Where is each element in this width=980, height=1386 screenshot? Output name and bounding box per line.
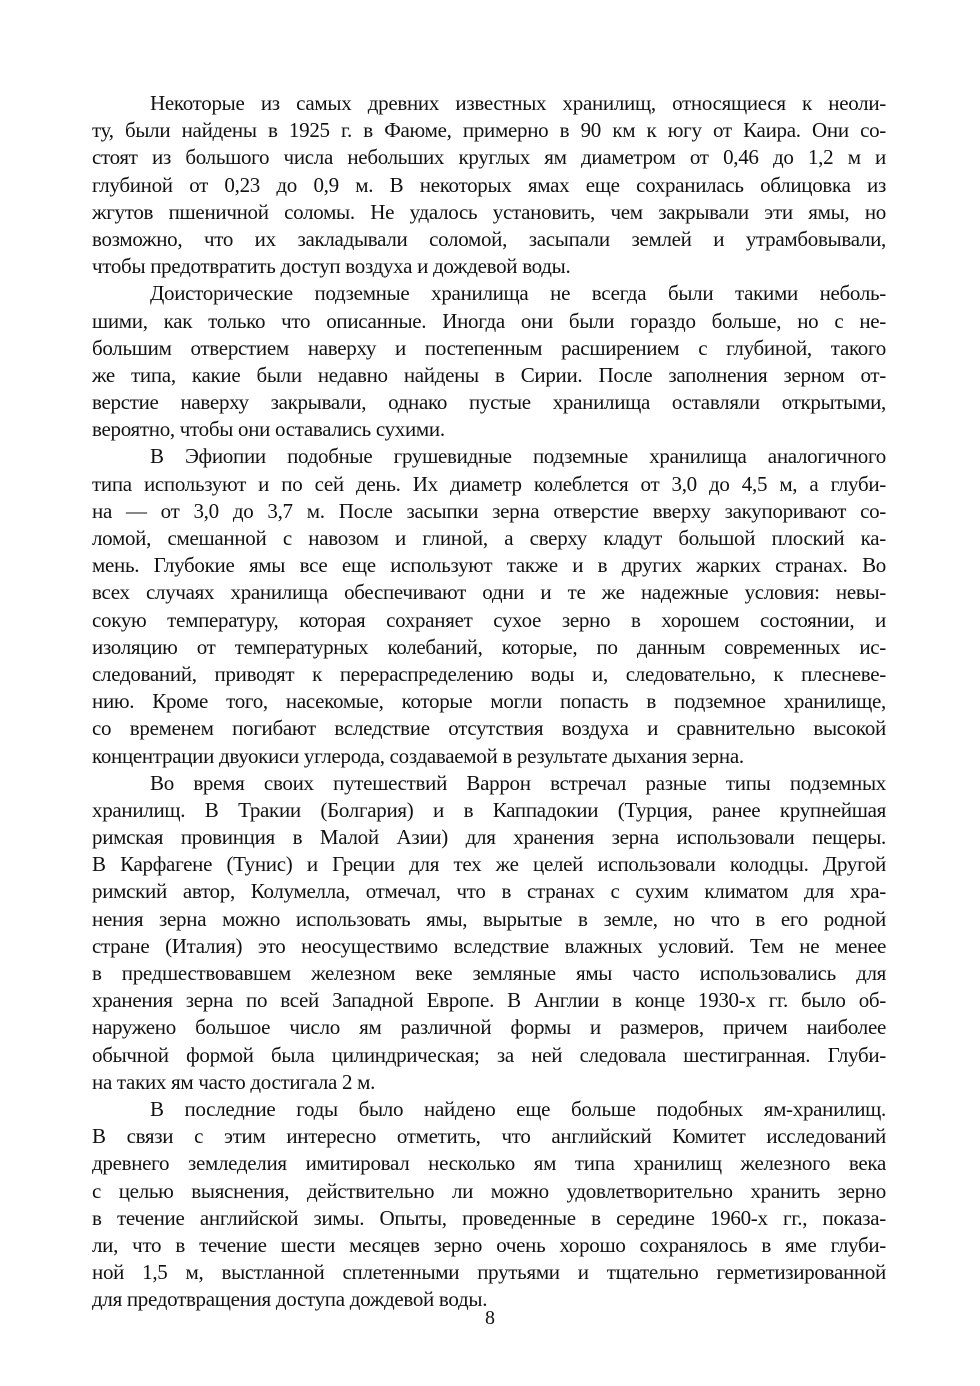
paragraph bbox=[92, 770, 886, 1096]
text-line: Во время своих путешествий Варрон встречал разные типы подземных bbox=[150, 770, 886, 795]
text-line: В Эфиопии подобные грушевидные подземные хранилища аналогичного bbox=[150, 444, 886, 469]
text-line: же типа, какие были недавно найдены в Сирии. После заполнения зерном от- bbox=[92, 362, 886, 387]
text-line: ту, были найдены в 1925 г. в Фаюме, примерно в 90 км к югу от Каира. Они со- bbox=[92, 118, 886, 143]
text-line: нения зерна можно использовать ямы, вырытые в земле, но что в его родной bbox=[92, 906, 886, 931]
text-line: на — от 3,0 до 3,7 м. После засыпки зерна отверстие вверху закупоривают со- bbox=[92, 498, 886, 523]
text-line: возможно, что их закладывали соломой, засыпали землей и утрамбовывали, bbox=[92, 226, 886, 251]
text-line: древнего земледелия имитировал несколько ям типа хранилищ железного века bbox=[92, 1151, 886, 1176]
text-line: сокую температуру, которая сохраняет сухое зерно в хорошем состоянии, и bbox=[92, 607, 886, 632]
text-line: шими, как только что описанные. Иногда они были гораздо больше, но с не- bbox=[92, 308, 886, 333]
text-line: стоят из большого числа небольших круглых ям диаметром от 0,46 до 1,2 м и bbox=[92, 145, 886, 170]
text-line: Некоторые из самых древних известных хранилищ, относящиеся к неоли- bbox=[150, 91, 886, 115]
text-line: большим отверстием наверху и постепенным расширением с глубиной, такого bbox=[92, 335, 886, 360]
text-line: В последние годы было найдено еще больше подобных ям-хранилищ. bbox=[150, 1096, 886, 1121]
text-line: В связи с этим интересно отметить, что английский Комитет исследований bbox=[92, 1124, 886, 1149]
text-line: ломой, смешанной с навозом и глиной, а сверху кладут большой плоский ка- bbox=[92, 526, 886, 550]
text-line: стране (Италия) это неосуществимо вследствие влажных условий. Тем не менее bbox=[92, 933, 886, 958]
page-number: 8 bbox=[485, 1307, 495, 1329]
text-line: верстие наверху закрывали, однако пустые хранилища оставляли открытыми, bbox=[92, 390, 886, 415]
body-text bbox=[92, 90, 886, 1313]
text-line: нию. Кроме того, насекомые, которые могли попасть в подземное хранилище, bbox=[92, 689, 886, 714]
text-line: Доисторические подземные хранилища не всегда были такими неболь- bbox=[150, 281, 886, 306]
text-line: ной 1,5 м, выстланной сплетенными прутьями и тщательно герметизированной bbox=[92, 1260, 886, 1285]
text-line: вероятно, чтобы они оставались сухими. bbox=[92, 417, 445, 442]
text-line: типа используют и по сей день. Их диаметр колеблется от 3,0 до 4,5 м, а глуби- bbox=[92, 471, 886, 496]
text-line: жгутов пшеничной соломы. Не удалось установить, чем закрывали эти ямы, но bbox=[92, 199, 886, 224]
paragraph bbox=[92, 280, 886, 443]
text-line: В Карфагене (Тунис) и Греции для тех же целей использовали колодцы. Другой bbox=[92, 852, 886, 877]
text-line: ли, что в течение шести месяцев зерно очень хорошо сохранялось в яме глуби- bbox=[92, 1232, 886, 1257]
text-line: мень. Глубокие ямы все еще используют также и в других жарких странах. Во bbox=[92, 553, 886, 578]
text-line: в предшествовавшем железном веке земляные ямы часто использовались для bbox=[92, 961, 886, 985]
paragraph bbox=[92, 1096, 886, 1314]
text-line: на таких ям часто достигала 2 м. bbox=[92, 1069, 376, 1094]
text-line: для предотвращения доступа дождевой воды. bbox=[92, 1287, 488, 1312]
text-line: чтобы предотвратить доступ воздуха и дождевой воды. bbox=[92, 254, 571, 279]
text-line: концентрации двуокиси углерода, создаваемой в результате дыхания зерна. bbox=[92, 743, 744, 768]
paragraph bbox=[92, 90, 886, 280]
text-line: обычной формой была цилиндрическая; за ней следовала шестигранная. Глуби- bbox=[92, 1042, 886, 1067]
text-line: следований, приводят к перераспределению воды и, следовательно, к плесневе- bbox=[92, 661, 886, 686]
text-line: хранения зерна по всей Западной Европе. В Англии в конце 1930-х гг. было об- bbox=[92, 988, 886, 1013]
text-line: с целью выяснения, действительно ли можно удовлетворительно хранить зерно bbox=[92, 1178, 886, 1203]
text-line: всех случаях хранилища обеспечивают одни и те же надежные условия: невы- bbox=[92, 580, 886, 605]
text-line: со временем погибают вследствие отсутствия воздуха и сравнительно высокой bbox=[92, 716, 886, 741]
text-line: изоляцию от температурных колебаний, которые, по данным современных ис- bbox=[92, 634, 886, 659]
text-line: в течение английской зимы. Опыты, проведенные в середине 1960-х гг., показа- bbox=[92, 1205, 886, 1230]
text-line: римская провинция в Малой Азии) для хранения зерна использовали пещеры. bbox=[92, 825, 886, 850]
text-line: наружено большое число ям различной формы и размеров, причем наиболее bbox=[92, 1015, 886, 1040]
text-line: римский автор, Колумелла, отмечал, что в странах с сухим климатом для хра- bbox=[92, 879, 886, 904]
text-line: хранилищ. В Тракии (Болгария) и в Каппадокии (Турция, ранее крупнейшая bbox=[92, 797, 886, 822]
paragraph bbox=[92, 443, 886, 769]
text-line: глубиной от 0,23 до 0,9 м. В некоторых ямах еще сохранилась облицовка из bbox=[92, 172, 886, 197]
